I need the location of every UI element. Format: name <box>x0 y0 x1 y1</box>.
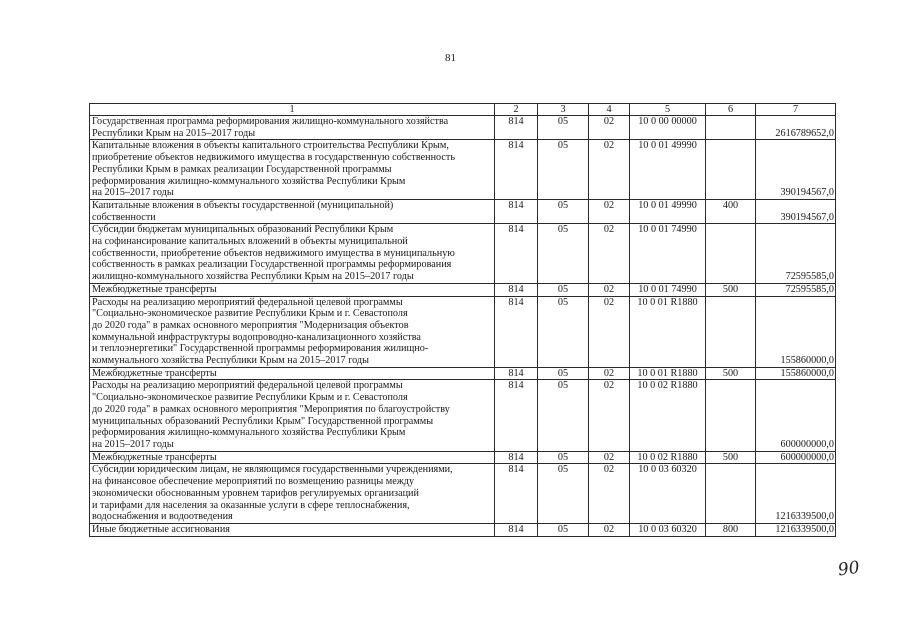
ministry-code-cell: 814 <box>495 451 538 464</box>
subsection-code-cell: 02 <box>589 451 630 464</box>
subsection-code-cell: 02 <box>589 199 630 223</box>
table-row <box>90 140 836 200</box>
target-article-cell: 10 0 01 74990 <box>630 224 706 284</box>
expense-type-cell <box>706 224 756 284</box>
section-code-cell: 05 <box>538 224 589 284</box>
budget-table <box>89 103 836 537</box>
table-row <box>90 367 836 380</box>
header-col-4: 4 <box>589 104 630 116</box>
amount-cell: 1216339500,0 <box>756 523 836 536</box>
amount-cell: 155860000,0 <box>756 367 836 380</box>
subsection-code-cell: 02 <box>589 367 630 380</box>
expense-type-cell: 500 <box>706 283 756 296</box>
table-row <box>90 116 836 140</box>
header-col-1: 1 <box>90 104 495 116</box>
subsection-code-cell: 02 <box>589 116 630 140</box>
section-code-cell: 05 <box>538 296 589 367</box>
amount-cell: 390194567,0 <box>756 140 836 200</box>
ministry-code-cell: 814 <box>495 296 538 367</box>
expense-name-cell: Межбюджетные трансферты <box>90 451 495 464</box>
target-article-cell: 10 0 01 49990 <box>630 140 706 200</box>
table-body <box>90 104 836 537</box>
table-row <box>90 283 836 296</box>
table-row <box>90 464 836 524</box>
expense-name-cell: Межбюджетные трансферты <box>90 283 495 296</box>
expense-type-cell <box>706 116 756 140</box>
expense-name-cell: Субсидии бюджетам муниципальных образований Республики Крым на софинансирование капитальных вложений в объекты муниципальной собственности, приобретение объектов недвижимого имущества в муниципальную собственность в рамках реализации Государственной программы реформирования жилищно-коммунального хозяйства Республики Крым на 2015–2017 годы <box>90 224 495 284</box>
table-row <box>90 296 836 367</box>
section-code-cell: 05 <box>538 523 589 536</box>
ministry-code-cell: 814 <box>495 140 538 200</box>
expense-name-cell: Капитальные вложения в объекты капитального строительства Республики Крым, приобретение объектов недвижимого имущества в государственную собственность Республики Крым в рамках реализации Государственной программы реформирования жилищно-коммунального хозяйства Республики Крым на 2015–2017 годы <box>90 140 495 200</box>
table-header-row <box>90 104 836 116</box>
section-code-cell: 05 <box>538 464 589 524</box>
target-article-cell: 10 0 03 60320 <box>630 464 706 524</box>
ministry-code-cell: 814 <box>495 283 538 296</box>
expense-type-cell <box>706 140 756 200</box>
section-code-cell: 05 <box>538 380 589 451</box>
ministry-code-cell: 814 <box>495 199 538 223</box>
amount-cell: 2616789652,0 <box>756 116 836 140</box>
expense-type-cell: 800 <box>706 523 756 536</box>
table-row <box>90 199 836 223</box>
target-article-cell: 10 0 00 00000 <box>630 116 706 140</box>
table-row <box>90 224 836 284</box>
expense-name-cell: Капитальные вложения в объекты государственной (муниципальной) собственности <box>90 199 495 223</box>
amount-cell: 600000000,0 <box>756 380 836 451</box>
subsection-code-cell: 02 <box>589 140 630 200</box>
target-article-cell: 10 0 01 R1880 <box>630 367 706 380</box>
ministry-code-cell: 814 <box>495 464 538 524</box>
expense-name-cell: Субсидии юридическим лицам, не являющимся государственными учреждениями, на финансовое обеспечение мероприятий по возмещению разницы между экономически обоснованным уровнем тарифов регулируемых организаций и тарифами для населения за оказанные услуги в сфере теплоснабжения, водоснабжения и водоотведения <box>90 464 495 524</box>
amount-cell: 390194567,0 <box>756 199 836 223</box>
ministry-code-cell: 814 <box>495 380 538 451</box>
target-article-cell: 10 0 02 R1880 <box>630 380 706 451</box>
header-col-2: 2 <box>495 104 538 116</box>
amount-cell: 72595585,0 <box>756 283 836 296</box>
expense-type-cell: 500 <box>706 367 756 380</box>
table-row <box>90 523 836 536</box>
subsection-code-cell: 02 <box>589 283 630 296</box>
expense-type-cell <box>706 380 756 451</box>
subsection-code-cell: 02 <box>589 523 630 536</box>
table-row <box>90 380 836 451</box>
expense-type-cell <box>706 464 756 524</box>
header-col-5: 5 <box>630 104 706 116</box>
subsection-code-cell: 02 <box>589 380 630 451</box>
ministry-code-cell: 814 <box>495 116 538 140</box>
target-article-cell: 10 0 02 R1880 <box>630 451 706 464</box>
target-article-cell: 10 0 01 74990 <box>630 283 706 296</box>
target-article-cell: 10 0 01 49990 <box>630 199 706 223</box>
ministry-code-cell: 814 <box>495 523 538 536</box>
target-article-cell: 10 0 01 R1880 <box>630 296 706 367</box>
expense-type-cell: 500 <box>706 451 756 464</box>
expense-type-cell <box>706 296 756 367</box>
page-number: 81 <box>445 52 456 64</box>
expense-type-cell: 400 <box>706 199 756 223</box>
subsection-code-cell: 02 <box>589 224 630 284</box>
section-code-cell: 05 <box>538 140 589 200</box>
ministry-code-cell: 814 <box>495 224 538 284</box>
subsection-code-cell: 02 <box>589 296 630 367</box>
expense-name-cell: Расходы на реализацию мероприятий федеральной целевой программы "Социально-экономическое развитие Республики Крым и г. Севастополя до 2020 года" в рамках основного мероприятия "Модернизация объектов коммунальной инфраструктуры водопроводно-канализационного хозяйства и теплоэнергетики" Государственной программы реформирования жилищно- коммунального хозяйства Республики Крым на 2015–2017 годы <box>90 296 495 367</box>
handwritten-page-note: 90 <box>836 557 861 581</box>
header-col-7: 7 <box>756 104 836 116</box>
section-code-cell: 05 <box>538 283 589 296</box>
header-col-6: 6 <box>706 104 756 116</box>
amount-cell: 1216339500,0 <box>756 464 836 524</box>
amount-cell: 72595585,0 <box>756 224 836 284</box>
amount-cell: 155860000,0 <box>756 296 836 367</box>
header-col-3: 3 <box>538 104 589 116</box>
expense-name-cell: Межбюджетные трансферты <box>90 367 495 380</box>
target-article-cell: 10 0 03 60320 <box>630 523 706 536</box>
expense-name-cell: Государственная программа реформирования жилищно-коммунального хозяйства Республики Крым на 2015–2017 годы <box>90 116 495 140</box>
subsection-code-cell: 02 <box>589 464 630 524</box>
table-row <box>90 451 836 464</box>
section-code-cell: 05 <box>538 116 589 140</box>
section-code-cell: 05 <box>538 367 589 380</box>
amount-cell: 600000000,0 <box>756 451 836 464</box>
ministry-code-cell: 814 <box>495 367 538 380</box>
expense-name-cell: Иные бюджетные ассигнования <box>90 523 495 536</box>
expense-name-cell: Расходы на реализацию мероприятий федеральной целевой программы "Социально-экономическое развитие Республики Крым и г. Севастополя до 2020 года" в рамках основного мероприятия "Мероприятия по благоустройству муниципальных образований Республики Крым" Государственной программы реформирования жилищно-коммунального хозяйства Республики Крым на 2015–2017 годы <box>90 380 495 451</box>
section-code-cell: 05 <box>538 199 589 223</box>
section-code-cell: 05 <box>538 451 589 464</box>
